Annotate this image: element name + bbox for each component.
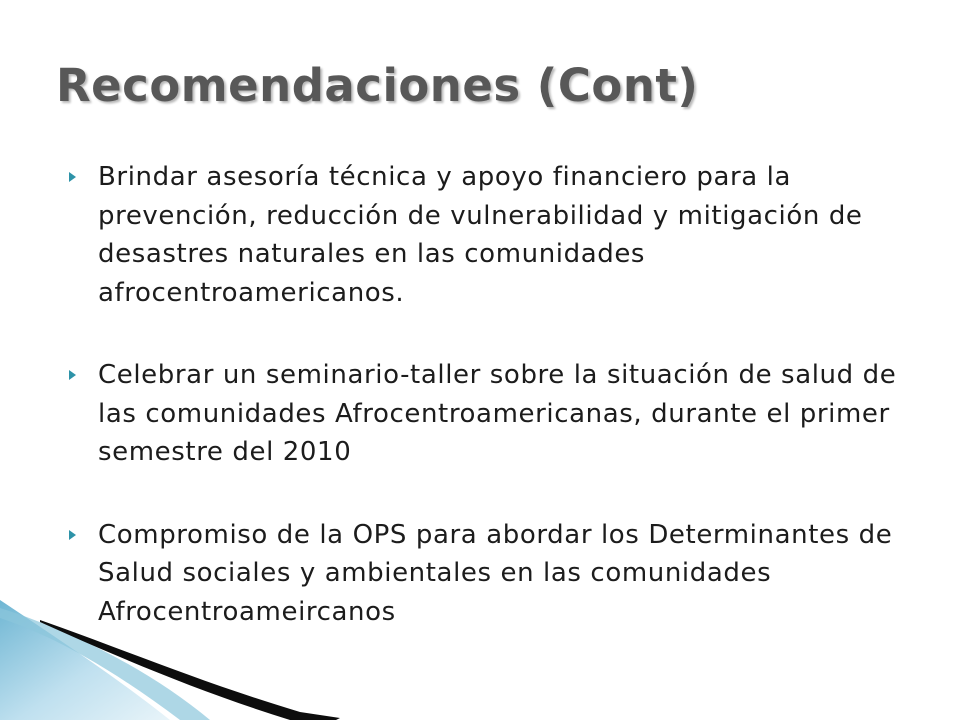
bullet-list xyxy=(64,158,914,675)
bullet-text: Celebrar un seminario-taller sobre la situación de salud de las comunidades Afrocentroamericanas, durante el primer semestre del 2010 xyxy=(98,360,897,467)
bullet-text: Compromiso de la OPS para abordar los Determinantes de Salud sociales y ambientales en las comunidades Afrocentroameircanos xyxy=(98,519,893,627)
triangle-bullet-icon xyxy=(69,172,76,182)
slide-title: Recomendaciones (Cont) xyxy=(56,59,699,112)
bullet-text: Brindar asesoría técnica y apoyo financiero para la prevención, reducción de vulnerabilidad y mitigación de desastres naturales en las comunidades afrocentroamericanos. xyxy=(98,162,863,308)
bullet-item xyxy=(64,356,914,472)
triangle-bullet-icon xyxy=(69,530,76,540)
corner-wave-decoration xyxy=(0,600,340,720)
bullet-item xyxy=(64,158,914,312)
triangle-bullet-icon xyxy=(69,370,76,380)
